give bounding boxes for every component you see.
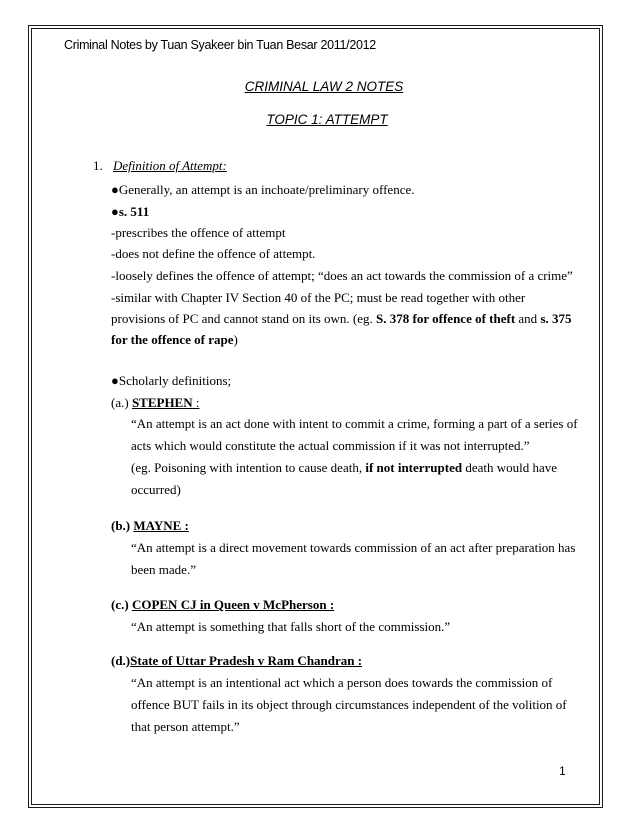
section-number: 1. <box>93 158 103 173</box>
s378-reference: S. 378 for offence of theft <box>376 311 516 326</box>
line-similar-1: -similar with Chapter IV Section 40 of the PC; must be read together with other <box>111 290 526 305</box>
uttar-quote-1: “An attempt is an intentional act which a person does towards the commission of <box>131 675 553 690</box>
running-header: Criminal Notes by Tuan Syakeer bin Tuan Besar 2011/2012 <box>64 38 376 52</box>
stephen-example-end: death would have <box>462 460 558 475</box>
stephen-quote-2: acts which would constitute the actual commission if it was not interrupted.” <box>131 438 530 453</box>
uttar-name: State of Uttar Pradesh v Ram Chandran : <box>130 653 363 668</box>
and-text: and <box>515 311 541 326</box>
uttar-quote-2: offence BUT fails in its object through circumstances independent of the volition of <box>131 697 567 712</box>
bullet-generally: ●Generally, an attempt is an inchoate/preliminary offence. <box>111 182 415 197</box>
section-heading: Definition of Attempt: <box>113 158 227 173</box>
bullet-s511: ●s. 511 <box>111 204 150 219</box>
mayne-name: MAYNE : <box>133 518 189 533</box>
copen-marker: (c.) <box>111 597 132 612</box>
uttar-marker: (d.) <box>111 653 131 668</box>
stephen-heading <box>111 395 200 411</box>
bullet-scholarly: ●Scholarly definitions; <box>111 373 232 388</box>
uttar-quote-3: that person attempt.” <box>131 719 240 734</box>
stephen-suffix: : <box>192 395 200 410</box>
copen-quote-1: “An attempt is something that falls short of the commission.” <box>131 619 451 634</box>
closing-paren: ) <box>233 332 238 347</box>
stephen-marker: (a.) <box>111 395 132 410</box>
line-prescribes: -prescribes the offence of attempt <box>111 225 286 240</box>
s375-reference: s. 375 <box>540 311 572 326</box>
stephen-example-text: (eg. Poisoning with intention to cause death, <box>131 460 366 475</box>
line-loosely-defines: -loosely defines the offence of attempt; “does an act towards the commission of a crime” <box>111 268 573 283</box>
not-interrupted-emphasis: if not interrupted <box>365 460 463 475</box>
uttar-heading <box>111 653 362 669</box>
copen-heading <box>111 597 334 613</box>
document-title: CRIMINAL LAW 2 NOTES <box>244 79 404 94</box>
page-number: 1 <box>559 764 566 778</box>
copen-name: COPEN CJ in Queen v McPherson : <box>131 597 335 612</box>
line-similar-2 <box>111 311 572 327</box>
stephen-quote-1: “An attempt is an act done with intent to commit a crime, forming a part of a series of <box>131 416 578 431</box>
mayne-quote-1: “An attempt is a direct movement towards commission of an act after preparation has <box>131 540 576 555</box>
rape-reference: for the offence of rape <box>111 332 234 347</box>
line-does-not-define: -does not define the offence of attempt. <box>111 246 316 261</box>
line-similar-2-text: provisions of PC and cannot stand on its own. (eg. <box>111 311 377 326</box>
topic-title: TOPIC 1: ATTEMPT <box>266 112 388 127</box>
stephen-example-1 <box>131 460 557 476</box>
stephen-name: STEPHEN <box>131 395 193 410</box>
line-similar-3 <box>111 332 238 348</box>
mayne-heading <box>111 518 189 534</box>
stephen-example-2: occurred) <box>131 482 181 497</box>
mayne-marker: (b.) <box>111 518 134 533</box>
mayne-quote-2: been made.” <box>131 562 196 577</box>
